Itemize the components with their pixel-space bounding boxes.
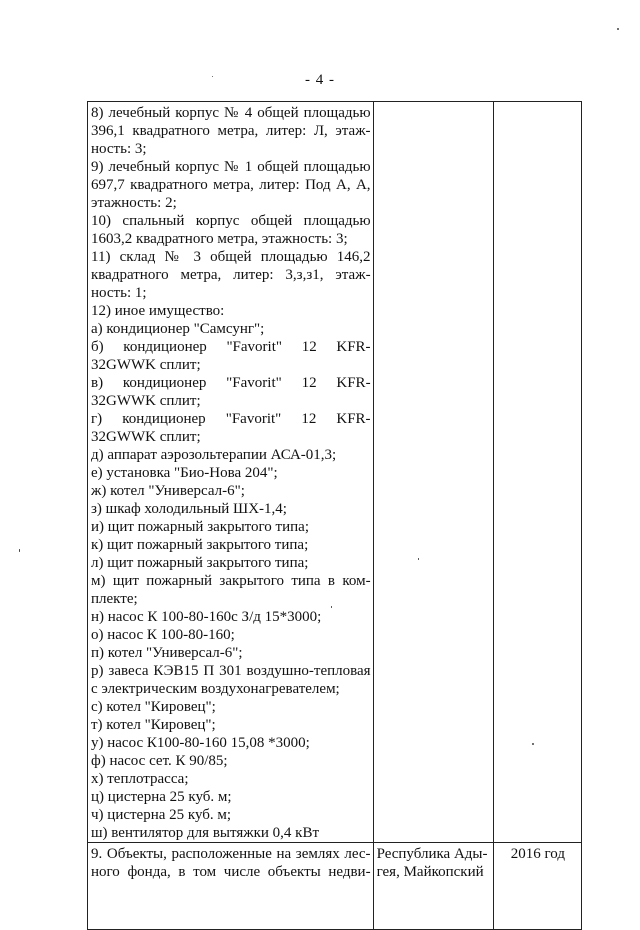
scan-speck <box>532 743 534 745</box>
text-line: этажность: 2; <box>91 195 177 211</box>
text-line: Республика Ады- <box>376 846 488 862</box>
text-line: ж) котел "Универсал-6"; <box>91 483 245 499</box>
year-text: 2016 год <box>510 846 566 862</box>
text-line: в) кондиционер "Favorit" 12 KFR- <box>91 375 371 391</box>
text-line: к) щит пожарный закрытого типа; <box>91 537 309 553</box>
scan-speck <box>19 549 20 552</box>
text-line: 11) склад № 3 общей площадью 146,2 <box>91 249 371 265</box>
text-line: г) кондиционер "Favorit" 12 KFR- <box>91 411 371 427</box>
property-items-list <box>88 102 373 842</box>
text-line: д) аппарат аэрозольтерапии АСА-01,3; <box>91 447 337 463</box>
text-line: и) щит пожарный закрытого типа; <box>91 519 309 535</box>
property-description-cell <box>88 102 374 843</box>
text-line: е) установка "Био-Нова 204"; <box>91 465 278 481</box>
text-line: с электрическим воздухонагревателем; <box>91 681 340 697</box>
text-line: р) завеса КЭВ15 П 301 воздушно-тепловая <box>91 663 371 679</box>
text-line: квадратного метра, литер: 3,з,з1, этаж- <box>91 267 371 283</box>
property-table <box>87 101 582 930</box>
location-text <box>374 843 493 881</box>
year-cell <box>493 102 581 843</box>
text-line: л) щит пожарный закрытого типа; <box>91 555 309 571</box>
text-line: с) котел "Кировец"; <box>91 699 216 715</box>
text-line: ц) цистерна 25 куб. м; <box>91 789 232 805</box>
text-line: н) насос К 100-80-160с З/д 15*3000; <box>91 609 322 625</box>
text-line: 32GWWK сплит; <box>91 429 201 445</box>
text-line: гея, Майкопский <box>376 864 484 880</box>
text-line: з) шкаф холодильный ШХ-1,4; <box>91 501 287 517</box>
text-line: м) щит пожарный закрытого типа в ком- <box>91 573 371 589</box>
property-description-cell <box>88 843 374 930</box>
text-line: а) кондиционер "Самсунг"; <box>91 321 265 337</box>
forest-objects-text <box>88 843 373 881</box>
text-line: ного фонда, в том числе объекты недви- <box>91 864 371 880</box>
text-line: 697,7 квадратного метра, литер: Под А, А, <box>91 177 371 193</box>
text-line: плекте; <box>91 591 138 607</box>
text-line: 396,1 квадратного метра, литер: Л, этаж- <box>91 123 371 139</box>
text-line: 1603,2 квадратного метра, этажность: 3; <box>91 231 348 247</box>
location-cell <box>373 102 493 843</box>
text-line: ность: 1; <box>91 285 147 301</box>
text-line: ность: 3; <box>91 141 147 157</box>
text-line: 32GWWK сплит; <box>91 357 201 373</box>
text-line: ф) насос сет. К 90/85; <box>91 753 228 769</box>
scan-speck <box>418 558 419 560</box>
text-line: б) кондиционер "Favorit" 12 KFR- <box>91 339 371 355</box>
text-line: х) теплотрасса; <box>91 771 189 787</box>
table-row <box>88 102 582 843</box>
text-line: ч) цистерна 25 куб. м; <box>91 807 232 823</box>
text-line: 32GWWK сплит; <box>91 393 201 409</box>
scan-speck <box>617 28 619 30</box>
text-line: ш) вентилятор для вытяжки 0,4 кВт <box>91 825 320 841</box>
scan-speck <box>212 76 213 77</box>
page-number: - 4 - <box>305 72 335 88</box>
text-line: п) котел "Универсал-6"; <box>91 645 243 661</box>
text-line: 12) иное имущество: <box>91 303 225 319</box>
text-line: т) котел "Кировец"; <box>91 717 216 733</box>
table-row <box>88 843 582 930</box>
text-line: о) насос К 100-80-160; <box>91 627 235 643</box>
scan-speck <box>331 606 332 608</box>
text-line: 9. Объекты, расположенные на землях лес- <box>91 846 371 862</box>
text-line: 10) спальный корпус общей площадью <box>91 213 371 229</box>
text-line: у) насос К100-80-160 15,08 *3000; <box>91 735 310 751</box>
year-cell <box>493 843 581 930</box>
text-line: 9) лечебный корпус № 1 общей площадью <box>91 159 371 175</box>
location-cell <box>373 843 493 930</box>
text-line: 8) лечебный корпус № 4 общей площадью <box>91 105 371 121</box>
